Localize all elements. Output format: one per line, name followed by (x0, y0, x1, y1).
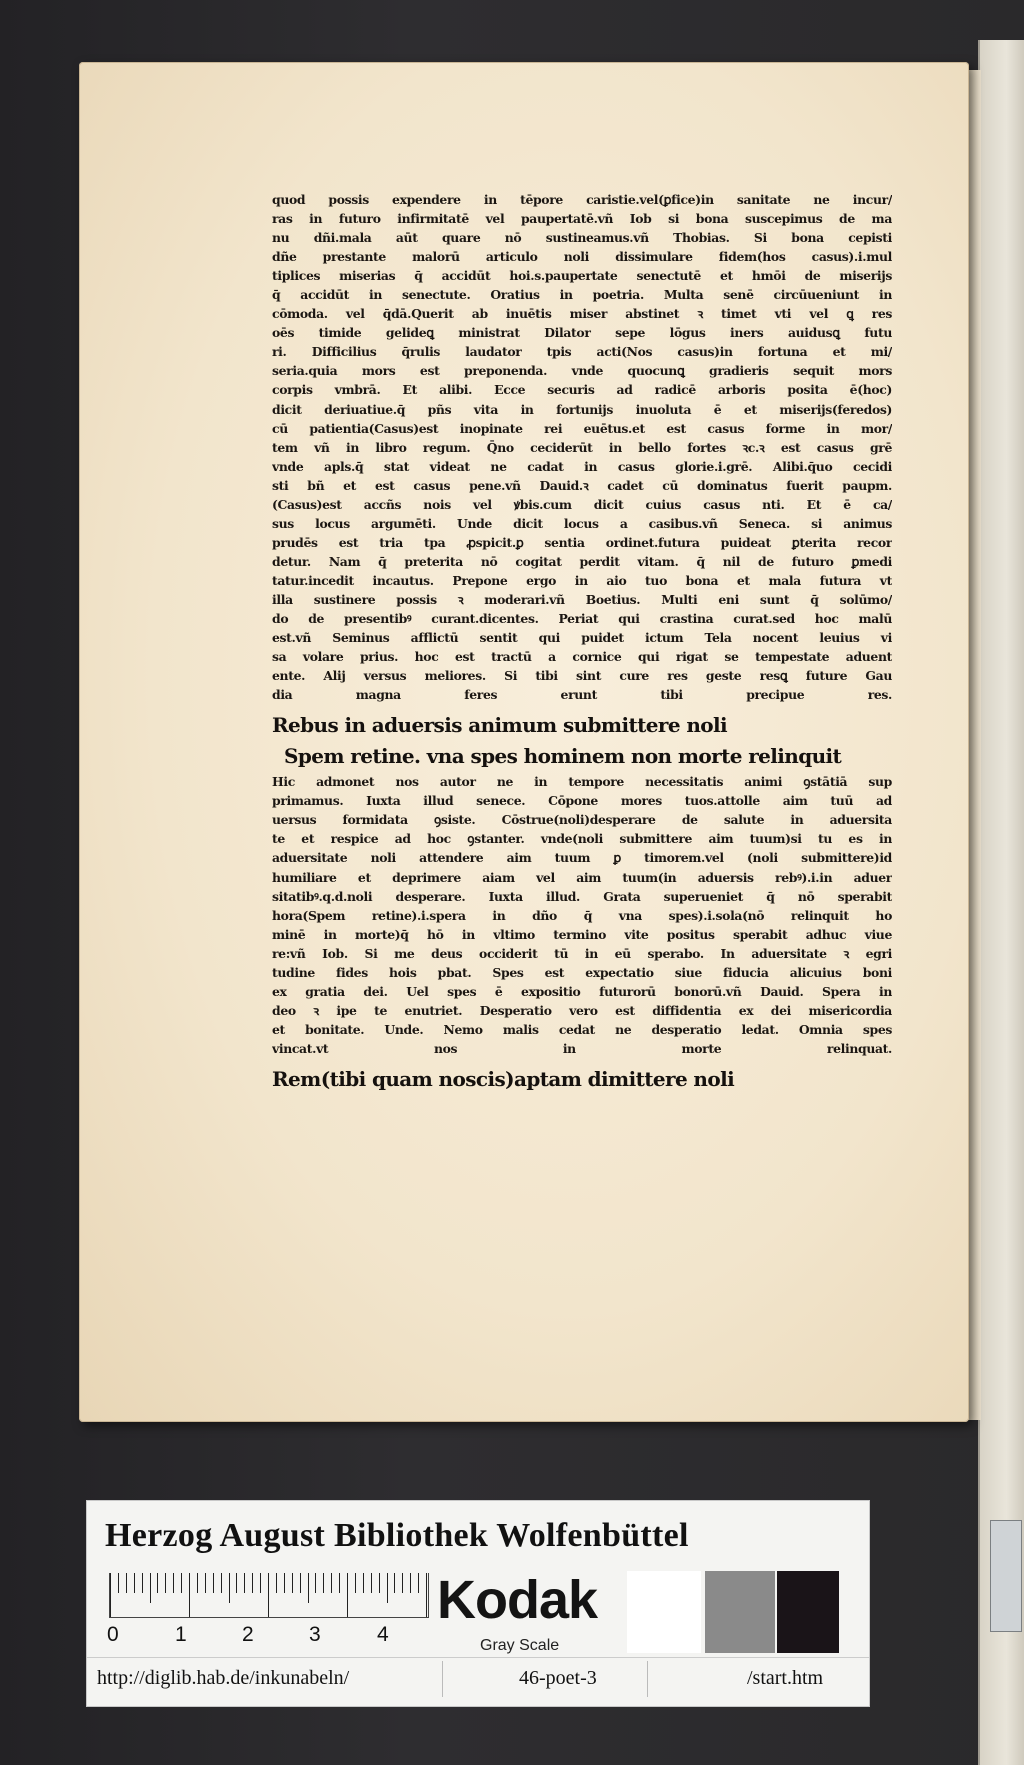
text-line: tudine fides hois pbat. Spes est expectatio siue fiducia alicuius boni (272, 964, 892, 980)
text-line: cū patientia(Casus)est inopinate rei euētus.et est casus forme in mor/ (272, 420, 892, 436)
text-line: dñe prestante malorū articulo noli dissimulare fidem(hos casus).i.mul (272, 249, 892, 265)
text-line: q̄ accidūt in senectute. Oratius in poetria. Multa senē circūueniunt in (272, 287, 892, 303)
ruler-tick (260, 1573, 261, 1593)
ruler-tick (165, 1573, 166, 1593)
ruler-tick (410, 1573, 411, 1593)
ruler-tick (110, 1573, 111, 1617)
ruler-tick (379, 1573, 380, 1593)
ruler-tick (292, 1573, 293, 1593)
ruler-tick (315, 1573, 316, 1593)
ruler-tick (189, 1573, 190, 1617)
ruler-tick (252, 1573, 253, 1593)
kodak-logo: Kodak (437, 1570, 598, 1630)
text-line: tem vñ in libro regum. Q̄no ceciderūt in bello fortes ꝛc.ꝛ est casus grē (272, 439, 892, 455)
ruler-label: 1 (175, 1623, 187, 1646)
text-line: vincat.vt nos in morte relinquat. (272, 1040, 892, 1056)
text-line: corpis vmbrā. Et alibi. Ecce securis ad radicē arboris posita ē(hoc) (272, 382, 892, 398)
ruler-tick (118, 1573, 119, 1593)
text-line: illa sustinere possis ꝛ moderari.vñ Boetius. Multi eni sunt q̄ solūmo/ (272, 591, 892, 607)
ruler-tick (339, 1573, 340, 1593)
ruler-tick (126, 1573, 127, 1593)
text-line: prudēs est tria tpa ꝓspicit.ꝑ sentia ordinet.futura puideat ꝑterita recor (272, 534, 892, 550)
text-line: cōmoda. vel q̄dā.Querit ab inuētis miser abstinet ꝛ timet vti vel ꝗ res (272, 306, 892, 322)
ruler-tick (308, 1573, 309, 1603)
ruler-tick (213, 1573, 214, 1593)
ruler-label: 0 (107, 1623, 119, 1646)
swatch-black (777, 1571, 839, 1653)
ruler-tick (221, 1573, 222, 1593)
text-line: sitatibꝰ.q.d.noli desperare. Iuxta illud. Grata superueniet q̄ nō sperabit (272, 888, 892, 904)
ruler-tick (268, 1573, 269, 1617)
swatch-gray (705, 1571, 775, 1653)
text-line: et bonitate. Unde. Nemo malis cedat ne desperatio ledat. Omnia spes (272, 1021, 892, 1037)
text-line: vnde apls.q̄ stat videat ne cadat in casus glorie.i.grē. Alibi.q̄uo cecidi (272, 458, 892, 474)
ruler-tick (229, 1573, 230, 1603)
text-line: seria.quia mors est preponenda. vnde quocunꝗ gradieris sequit mors (272, 363, 892, 379)
gray-scale-label: Gray Scale (480, 1637, 560, 1654)
text-line: (Casus)est accñs nois vel ꝟbis.cum dicit cuius casus nti. Et ē ca/ (272, 496, 892, 512)
ruler-tick (134, 1573, 135, 1593)
verse-line-1: Rebus in aduersis animum submittere noli (272, 713, 727, 738)
ruler-tick (371, 1573, 372, 1593)
ruler-tick (426, 1573, 427, 1617)
text-line: nu dñi.mala aūt quare nō sustineamus.vñ Thobias. Si bona cepisti (272, 230, 892, 246)
text-line: deo ꝛ ipe te enutriet. Desperatio vero est diffidentia ex dei misericordia (272, 1002, 892, 1018)
ruler-tick (418, 1573, 419, 1593)
ruler-tick (150, 1573, 151, 1603)
url-start: /start.htm (747, 1667, 824, 1689)
ruler-label: 2 (242, 1623, 254, 1646)
text-line: ras in futuro infirmitatē vel paupertatē.vñ Iob si bona suscepimus de ma (272, 211, 892, 227)
text-line: sti bñ et est casus pene.vñ Dauid.ꝛ cadet cū dominatus fuerit paupm. (272, 477, 892, 493)
ruler-label: 3 (309, 1623, 321, 1646)
verse-line-3: Rem(tibi quam noscis)aptam dimittere noli (272, 1066, 735, 1091)
swatch-white (627, 1571, 701, 1653)
text-line: oēs timide gelideꝗ ministrat Dilator sepe lōgus iners auidusꝗ futu (272, 325, 892, 341)
text-line: ex gratia dei. Uel spes ē expositio futurorū bonorū.vñ Dauid. Spera in (272, 983, 892, 999)
ruler-tick (331, 1573, 332, 1593)
bookmark-tab (990, 1520, 1022, 1632)
ruler-tick (323, 1573, 324, 1593)
text-line: humiliare et deprimere aiam vel aim tuum(in aduersis rebꝰ).i.in aduer (272, 869, 892, 885)
text-line: dicit deriuatiue.q̄ pñs vita in fortunijs inuoluta ē et miserijs(feredos) (272, 401, 892, 417)
scale-ruler (109, 1573, 429, 1653)
url-base: http://diglib.hab.de/inkunabeln/ (97, 1667, 350, 1689)
verse-line-2: Spem retine. vna spes hominem non morte relinquit (284, 744, 842, 769)
ruler-label: 4 (377, 1623, 389, 1646)
ruler-tick (347, 1573, 348, 1617)
divider (87, 1657, 869, 1658)
text-line: hora(Spem retine).i.spera in dño q̄ vna spes).i.sola(nō relinquit ho (272, 907, 892, 923)
text-line: sa volare prius. hoc est tractū a cornice qui rigat se tempestate aduent (272, 649, 892, 665)
text-line: dia magna feres erunt tibi precipue res. (272, 687, 892, 703)
text-line: do de presentibꝰ curant.dicentes. Periat qui crastina curat.sed hoc malū (272, 611, 892, 627)
text-line: sus locus argumēti. Unde dicit locus a casibus.vñ Seneca. si animus (272, 515, 892, 531)
ruler-tick (244, 1573, 245, 1593)
ruler-tick (205, 1573, 206, 1593)
ruler-tick (363, 1573, 364, 1593)
text-line: est.vñ Seminus afflictū sentit qui puidet ictum Tela nocent leuius vi (272, 630, 892, 646)
ruler-tick (173, 1573, 174, 1593)
adjacent-page-strip (978, 40, 1024, 1765)
text-line: te et respice ad hoc ꝯstanter. vnde(noli submittere aim tuum)si tu es in (272, 831, 892, 847)
text-line: detur. Nam q̄ preterita nō cogitat perdit vitam. q̄ nil de futuro ꝑmedi (272, 553, 892, 569)
text-line: minē in morte)q̄ hō in vltimo termino vite positus sperabit adhuc viue (272, 926, 892, 942)
ruler-tick (387, 1573, 388, 1603)
text-line: ri. Difficilius q̄rulis laudator tpis acti(Nos casus)in fortuna et mi/ (272, 344, 892, 360)
ruler-tick (394, 1573, 395, 1593)
commentary-bottom (272, 772, 892, 1058)
ruler-tick (142, 1573, 143, 1593)
ruler-tick (197, 1573, 198, 1593)
text-block (272, 190, 892, 1095)
text-line: primamus. Iuxta illud senece. Cōpone mores tuos.attolle aim tuū ad (272, 793, 892, 809)
text-line: aduersitate noli attendere aim tuum ꝑ timorem.vel (noli submittere)id (272, 850, 892, 866)
commentary-top (272, 190, 892, 704)
ruler-tick (284, 1573, 285, 1593)
ruler-tick (157, 1573, 158, 1593)
ruler-tick (236, 1573, 237, 1593)
ruler-tick (355, 1573, 356, 1593)
text-line: tiplices miserias q̄ accidūt hoi.s.paupertate senectutē et hmōi de miserijs (272, 268, 892, 284)
library-name: Herzog August Bibliothek Wolfenbüttel (105, 1517, 689, 1554)
text-line: tatur.incedit incautus. Prepone ergo in aio tuo bona et mala futura vt (272, 572, 892, 588)
ruler-tick (276, 1573, 277, 1593)
text-line: quod possis expendere in tēpore caristie.vel(ꝑfice)in sanitate ne incur/ (272, 192, 892, 207)
ruler-tick (402, 1573, 403, 1593)
text-line: re:vñ Iob. Si me deus occiderit tū in eū sperabo. In aduersitate ꝛ egri (272, 945, 892, 961)
ruler-tick (300, 1573, 301, 1593)
text-line: Hic admonet nos autor ne in tempore necessitatis animi ꝯstātiā sup (272, 774, 892, 790)
text-line: ente. Alij versus meliores. Si tibi sint cure res geste resꝗ future Gau (272, 668, 892, 684)
text-line: uersus formidata ꝯsiste. Cōstrue(noli)desperare de salute in aduersita (272, 812, 892, 828)
color-target-card (86, 1500, 870, 1707)
url-shelfmark: 46-poet-3 (519, 1667, 597, 1689)
divider (442, 1661, 443, 1697)
ruler-tick (181, 1573, 182, 1593)
divider (647, 1661, 648, 1697)
